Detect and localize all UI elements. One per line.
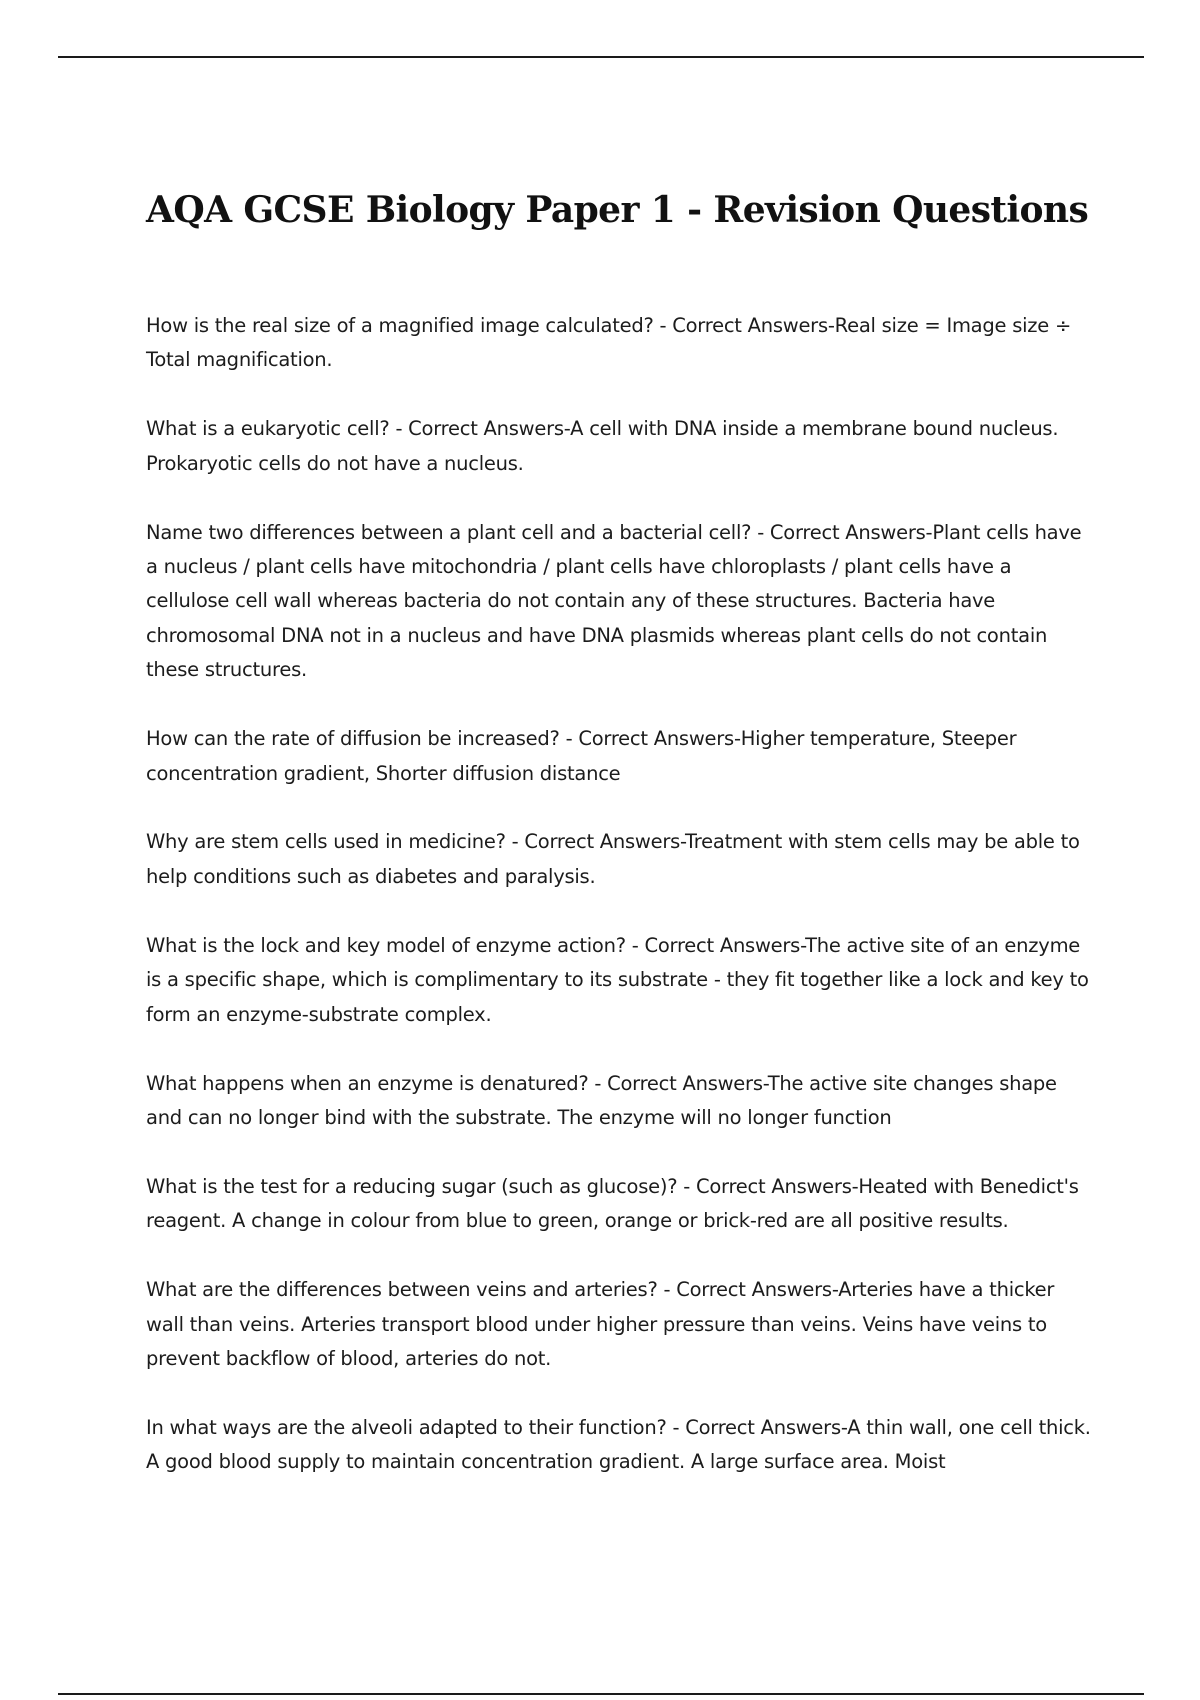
qa-item	[146, 929, 1092, 1032]
answer-separator: - Correct Answers-	[505, 830, 686, 854]
answer-text: Treatment with stem cells may be able to help conditions such as diabetes and paralysis.	[146, 830, 1080, 888]
question-text: Name two differences between a plant cell and a bacterial cell?	[146, 520, 752, 544]
answer-text: Arteries have a thicker wall than veins. Arteries transport blood under higher pressure than veins. Veins have veins to prevent backflow of blood, arteries do not.	[146, 1278, 1055, 1370]
question-text: What is the test for a reducing sugar (such as glucose)?	[146, 1174, 678, 1198]
qa-item	[146, 1170, 1092, 1239]
question-text: What is the lock and key model of enzyme action?	[146, 933, 626, 957]
answer-text: The active site of an enzyme is a specific shape, which is complimentary to its substrate - they fit together like a lock and key to form an enzyme-substrate complex.	[146, 933, 1089, 1026]
answer-text: Real size = Image size ÷ Total magnification.	[146, 314, 1072, 372]
qa-item	[146, 1411, 1092, 1480]
qa-item	[146, 412, 1092, 481]
question-text: Why are stem cells used in medicine?	[146, 830, 506, 854]
qa-item	[146, 825, 1092, 894]
answer-separator: - Correct Answers-	[625, 933, 806, 957]
qa-item	[146, 1273, 1092, 1376]
bottom-divider	[58, 1693, 1144, 1695]
question-text: How can the rate of diffusion be increased?	[146, 727, 560, 751]
question-text: What happens when an enzyme is denatured?	[146, 1071, 589, 1095]
top-divider	[58, 56, 1144, 58]
question-text: In what ways are the alveoli adapted to their function?	[146, 1415, 667, 1439]
answer-separator: - Correct Answers-	[677, 1174, 859, 1198]
answer-text: Higher temperature, Steeper concentration gradient, Shorter diffusion distance	[146, 727, 1017, 785]
answer-separator: - Correct Answers-	[666, 1415, 848, 1439]
question-answer-list	[146, 309, 1092, 1514]
answer-separator: - Correct Answers-	[588, 1071, 768, 1095]
answer-text: The active site changes shape and can no longer bind with the substrate. The enzyme will no longer function	[146, 1071, 1057, 1129]
answer-separator: - Correct Answers-	[559, 727, 741, 751]
answer-separator: - Correct Answers-	[751, 520, 933, 544]
answer-separator: - Correct Answers-	[653, 314, 835, 337]
qa-item	[146, 309, 1092, 378]
answer-text: Heated with Benedict's reagent. A change in colour from blue to green, orange or brick-red are all positive results.	[146, 1174, 1079, 1233]
question-text: How is the real size of a magnified image calculated?	[146, 314, 654, 337]
qa-item	[146, 1067, 1092, 1136]
qa-item	[146, 516, 1092, 688]
answer-separator: - Correct Answers-	[389, 417, 571, 441]
answer-separator: - Correct Answers-	[657, 1278, 839, 1302]
question-text: What are the differences between veins and arteries?	[146, 1278, 658, 1302]
answer-text: A thin wall, one cell thick. A good blood supply to maintain concentration gradient. A large surface area. Moist	[146, 1415, 1091, 1474]
answer-text: A cell with DNA inside a membrane bound nucleus. Prokaryotic cells do not have a nucleus.	[146, 417, 1059, 475]
document-title: AQA GCSE Biology Paper 1 - Revision Questions	[146, 189, 1089, 231]
question-text: What is a eukaryotic cell?	[146, 417, 390, 441]
answer-text: Plant cells have a nucleus / plant cells have mitochondria / plant cells have chloroplasts / plant cells have a cellulose cell wall whereas bacteria do not contain any of these structures. Bacteria have chromosomal DNA not in a nucleus and have DNA plasmids whereas plant cells do not contain these structures.	[146, 520, 1082, 682]
qa-item	[146, 722, 1092, 791]
